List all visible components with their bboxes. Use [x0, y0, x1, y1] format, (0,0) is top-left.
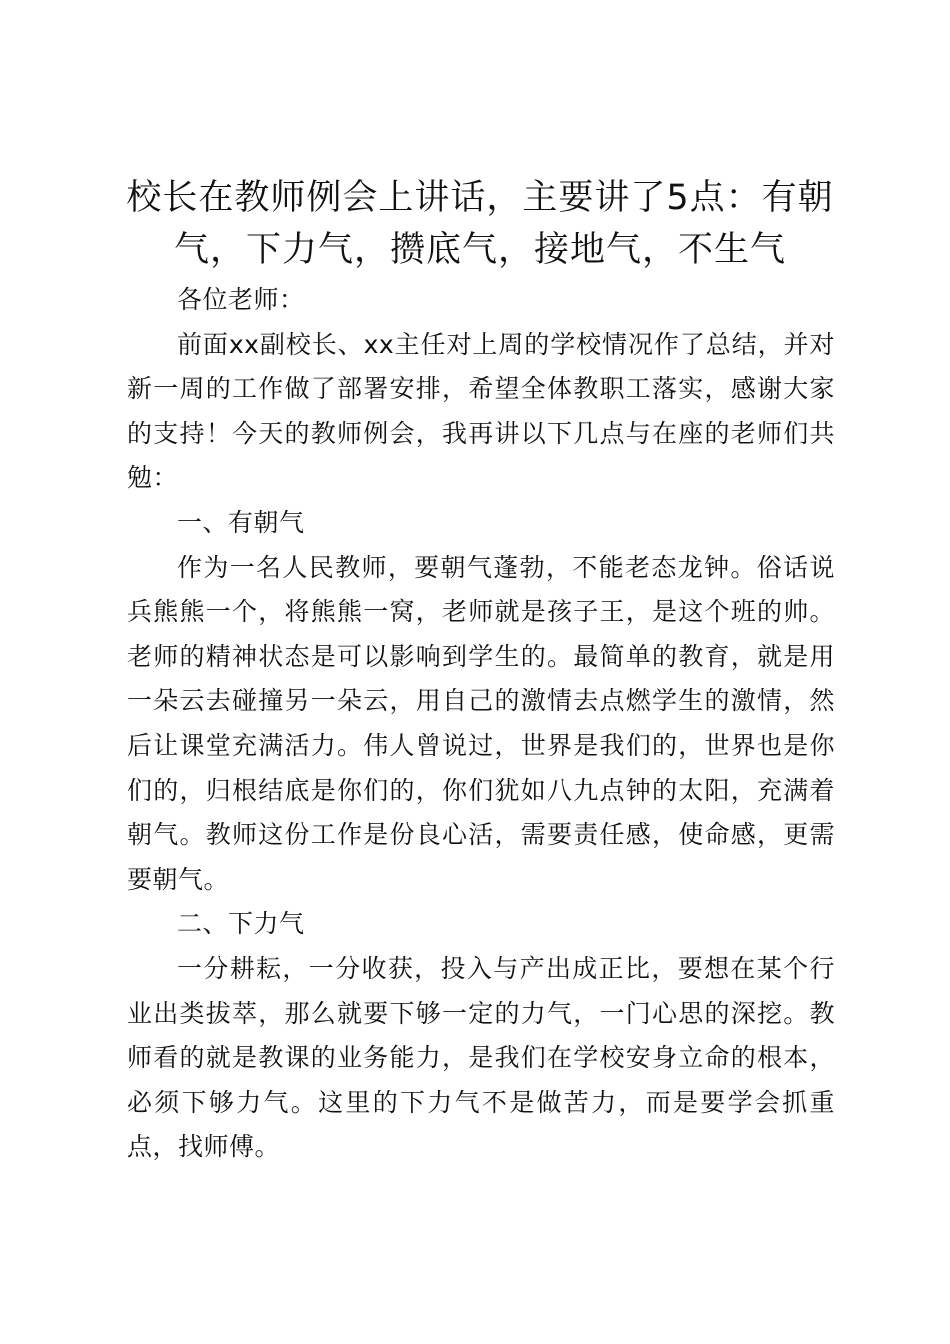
section-heading-1: 一、有朝气 — [177, 507, 305, 537]
paragraph-section-1: 作为一名人民教师，要朝气蓬勃，不能老态龙钟。俗话说兵熊熊一个，将熊熊一窝，老师就是孩子王，是这个班的帅。老师的精神状态是可以影响到学生的。最简单的教育，就是用一朵云去碰撞另一朵云，用自己的激情去点燃学生的激情，然后让课堂充满活力。伟人曾说过，世界是我们的，世界也是你们的，归根结底是你们的，你们犹如八九点钟的太阳，充满着朝气。教师这份工作是份良心活，需要责任感，使命感，更需要朝气。 — [127, 552, 835, 894]
document-title: 校长在教师例会上讲话，主要讲了5点：有朝气，下力气，攒底气，接地气，不生气 — [126, 178, 834, 270]
section-heading-2: 二、下力气 — [177, 909, 305, 939]
document-body — [127, 278, 835, 1170]
salutation: 各位老师： — [177, 285, 305, 314]
paragraph-intro: 前面xx副校长、xx主任对上周的学校情况作了总结，并对新一周的工作做了部署安排，希望全体教职工落实，感谢大家的支持！今天的教师例会，我再讲以下几点与在座的老师们共勉： — [127, 329, 835, 493]
paragraph-section-2: 一分耕耘，一分收获，投入与产出成正比，要想在某个行业出类拔萃，那么就要下够一定的力气，一门心思的深挖。教师看的就是教课的业务能力，是我们在学校安身立命的根本，必须下够力气。这里的下力气不是做苦力，而是要学会抓重点，找师傅。 — [127, 953, 835, 1162]
